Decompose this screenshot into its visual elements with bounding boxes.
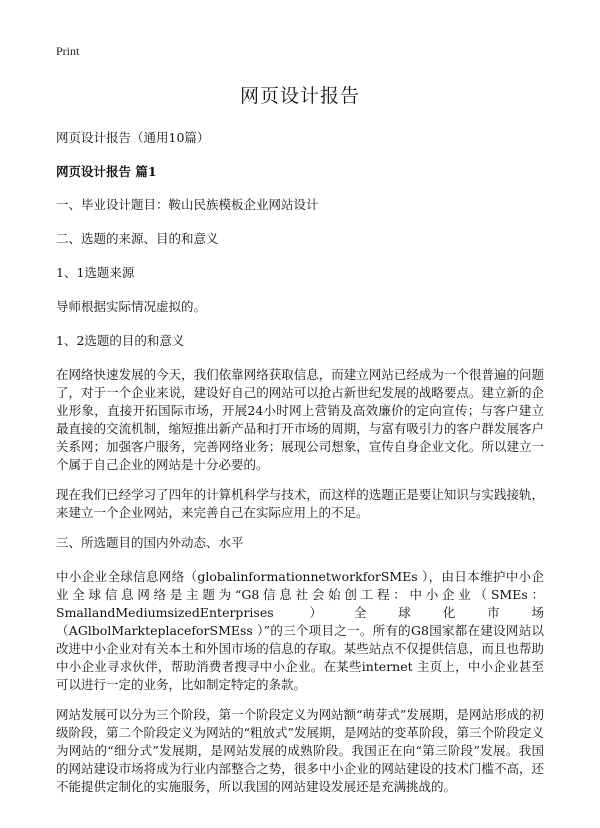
- section-heading: 网页设计报告 篇1: [56, 164, 157, 179]
- paragraph-development-stages: 网站发展可以分为三个阶段，第一个阶段定义为网站额“萌芽式”发展期，是网站形成的初级阶段，第二个阶段定义为网站的“粗放式”发展期，是网站的变革阶段，第三个阶段定义为网站的“细分式”发展期，是网站发展的成熟阶段。我国正在向“第三阶段”发展。我国的网站建设市场将成为行业内部整合之势，很多中小企业的网站建设的技术门槛不高，还不能提供定制化的实施服务，所以我国的网站建设发展还是充满挑战的。: [56, 707, 544, 794]
- item-topic: 一、毕业设计题目：鞍山民族模板企业网站设计: [56, 197, 319, 212]
- paragraph-practice: 现在我们已经学习了四年的计算机科学与技术，而这样的选题正是要让知识与实践接轨，来建立一个企业网站，来完善自己在实际应用上的不足。: [56, 487, 544, 520]
- paragraph-global-network: 中小企业全球信息网络（globalinformationnetworkforSMEs ），由日本维护中小企业全球信息网络是主题为“G8信息社会始创工程：中小企业（SMEs：SmallandMediumsizedEnterprises ）全球化市场（AGlbolMarkteplaceforSMEss ）”的三个项目之一。所有的G8国家都在建设网站以改进中小企业对有关本土和外国市场的信息的存取。某些站点不仅提供信息，而且也帮助中小企业寻求伙伴，帮助消费者搜寻中小企业。在某些internet 主页上，中小企业甚至可以进行一定的业务，比如制定特定的条款。: [56, 569, 544, 692]
- item-source-purpose: 二、选题的来源、目的和意义: [56, 231, 219, 246]
- print-label: Print: [56, 44, 80, 58]
- item-purpose-heading: 1、2选题的目的和意义: [56, 333, 185, 348]
- paragraph-purpose: 在网络快速发展的今天，我们依靠网络获取信息，而建立网站已经成为一个很普遍的问题了，对于一个企业来说，建设好自己的网站可以抢占新世纪发展的战略要点。建立新的企业形象，直接开拓国际市场，开展24小时网上营销及高效廉价的定向宣传；与客户建立最直接的交流机制，缩短推出新产品和打开市场的周期，与富有吸引力的客户群发展客户关系网；加强客户服务，完善网络业务；展现公司想象，宣传自身企业文化。所以建立一个属于自己企业的网站是十分必要的。: [56, 367, 544, 472]
- item-source-heading: 1、1选题来源: [56, 265, 135, 280]
- document-subtitle: 网页设计报告（通用10篇）: [56, 130, 210, 145]
- document-title: 网页设计报告: [239, 85, 360, 107]
- item-dynamics-heading: 三、所选题目的国内外动态、水平: [56, 535, 244, 550]
- item-source-text: 导师根据实际情况虚拟的。: [56, 299, 207, 314]
